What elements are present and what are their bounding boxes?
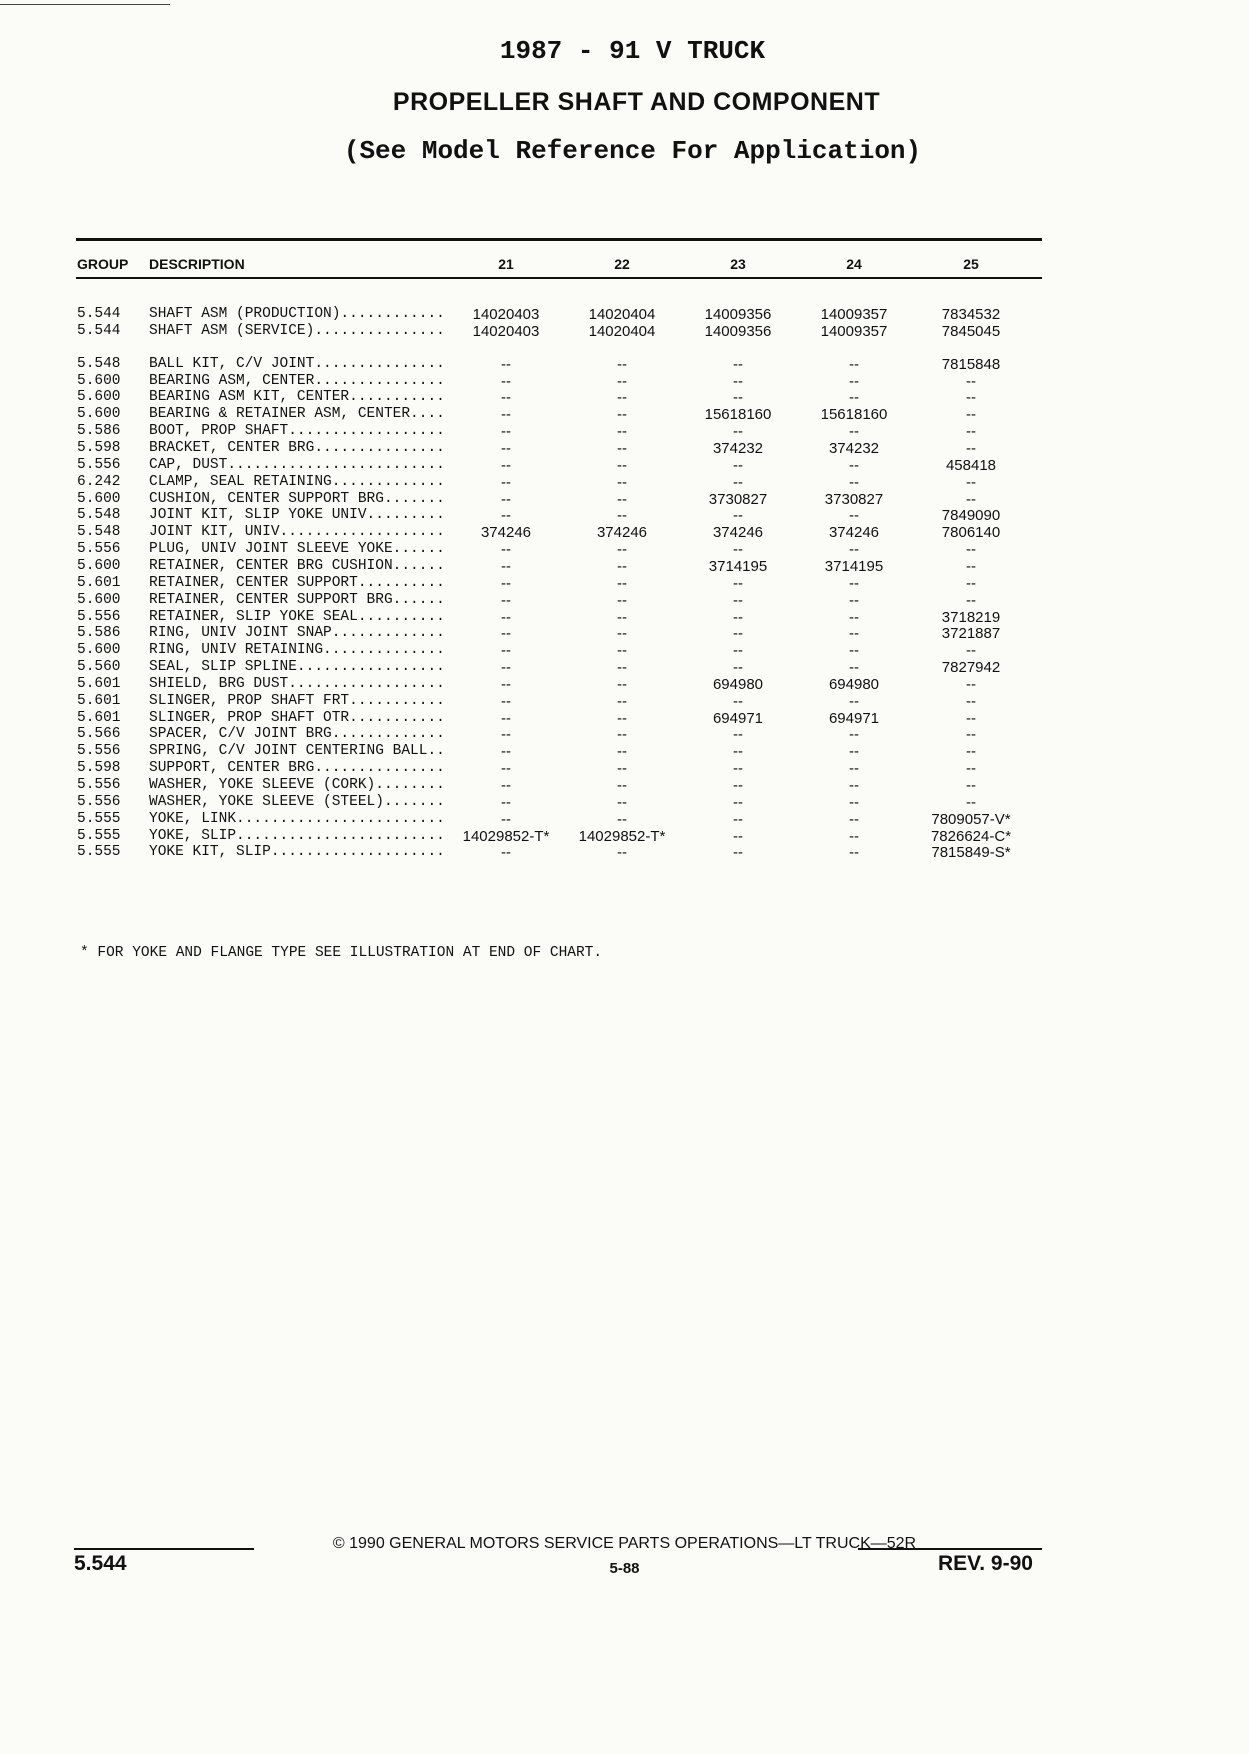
top-edge-rule: [0, 4, 170, 5]
cell-part-number: 3721887: [941, 625, 1001, 643]
table-row: [0, 676, 1249, 693]
table-row: [0, 743, 1249, 760]
cell-group: 5.555: [77, 844, 121, 861]
cell-group: 5.600: [77, 372, 121, 389]
table-row: [0, 625, 1249, 642]
cell-part-number: --: [966, 591, 976, 609]
cell-part-number: --: [617, 557, 627, 575]
cell-group: 5.548: [77, 524, 121, 541]
table-row: [0, 474, 1249, 491]
cell-part-number: --: [733, 507, 743, 525]
cell-description: RING, UNIV RETAINING..............: [149, 642, 445, 659]
cell-part-number: --: [849, 777, 859, 794]
cell-part-number: --: [733, 659, 743, 676]
cell-part-number: --: [966, 423, 976, 441]
cell-part-number: --: [849, 591, 859, 609]
cell-description: BALL KIT, C/V JOINT...............: [149, 355, 445, 372]
cell-part-number: --: [617, 372, 627, 390]
header-col-22: 22: [614, 256, 630, 272]
cell-part-number: 694971: [828, 709, 880, 727]
cell-part-number: --: [966, 726, 976, 744]
cell-description: YOKE KIT, SLIP....................: [149, 844, 445, 861]
cell-part-number: --: [733, 827, 743, 845]
cell-part-number: --: [966, 406, 976, 424]
cell-part-number: --: [501, 574, 511, 592]
cell-part-number: 15618160: [820, 406, 888, 424]
table-row: [0, 609, 1249, 626]
cell-part-number: --: [501, 659, 511, 676]
cell-part-number: 7849090: [941, 507, 1001, 525]
cell-part-number: --: [501, 591, 511, 609]
cell-part-number: 7806140: [941, 524, 1001, 542]
cell-description: CAP, DUST.........................: [149, 456, 445, 473]
cell-part-number: --: [501, 608, 511, 626]
cell-part-number: --: [733, 389, 743, 407]
cell-part-number: --: [501, 675, 511, 693]
cell-group: 5.600: [77, 557, 121, 574]
table-row: [0, 306, 1249, 323]
cell-part-number: --: [733, 574, 743, 592]
cell-description: BOOT, PROP SHAFT..................: [149, 423, 445, 440]
cell-group: 5.556: [77, 793, 121, 810]
cell-part-number: --: [617, 507, 627, 525]
cell-part-number: --: [849, 507, 859, 525]
cell-group: 5.601: [77, 692, 121, 709]
cell-description: SHAFT ASM (SERVICE)...............: [149, 322, 445, 339]
cell-part-number: --: [501, 709, 511, 727]
cell-part-number: --: [966, 574, 976, 592]
cell-group: 5.600: [77, 389, 121, 406]
cell-part-number: --: [501, 473, 511, 491]
cell-part-number: 3714195: [824, 557, 884, 575]
cell-part-number: --: [733, 692, 743, 710]
cell-description: SLINGER, PROP SHAFT OTR...........: [149, 709, 445, 726]
cell-part-number: --: [966, 541, 976, 558]
cell-group: 5.601: [77, 675, 121, 692]
cell-part-number: 14009356: [704, 306, 772, 323]
cell-part-number: --: [966, 440, 976, 457]
cell-description: SPACER, C/V JOINT BRG.............: [149, 726, 445, 743]
table-row: [0, 356, 1249, 373]
revision-label: REV. 9-90: [938, 1552, 1033, 1575]
cell-part-number: --: [849, 625, 859, 643]
cell-part-number: --: [501, 406, 511, 424]
cell-part-number: 694980: [712, 675, 764, 693]
page-number: 5-88: [609, 1560, 640, 1577]
cell-part-number: --: [849, 372, 859, 390]
table-row: [0, 373, 1249, 390]
cell-part-number: --: [617, 574, 627, 592]
cell-part-number: --: [501, 743, 511, 761]
cell-part-number: --: [501, 389, 511, 407]
cell-group: 5.544: [77, 322, 121, 339]
application-note: (See Model Reference For Application): [343, 136, 922, 166]
cell-part-number: 7815849-S*: [931, 844, 1011, 862]
cell-group: 5.556: [77, 608, 121, 625]
cell-part-number: --: [501, 844, 511, 862]
cell-description: RETAINER, CENTER SUPPORT..........: [149, 574, 445, 591]
cell-part-number: --: [617, 659, 627, 676]
cell-part-number: --: [733, 541, 743, 558]
cell-part-number: --: [617, 810, 627, 828]
table-header-rule: [76, 277, 1042, 279]
cell-part-number: --: [849, 743, 859, 761]
cell-part-number: --: [617, 844, 627, 862]
header-col-23: 23: [730, 256, 746, 272]
cell-group: 5.548: [77, 507, 121, 524]
cell-part-number: --: [733, 642, 743, 660]
table-row: [0, 760, 1249, 777]
cell-part-number: 14020403: [472, 322, 540, 340]
cell-group: 6.242: [77, 473, 121, 490]
cell-part-number: --: [501, 760, 511, 778]
cell-part-number: --: [966, 777, 976, 794]
cell-part-number: --: [501, 726, 511, 744]
table-row: [0, 726, 1249, 743]
cell-part-number: --: [617, 406, 627, 424]
cell-part-number: 14029852-T*: [462, 827, 550, 845]
cell-part-number: --: [501, 440, 511, 457]
cell-part-number: --: [733, 777, 743, 794]
cell-part-number: 374246: [480, 524, 532, 542]
cell-group: 5.600: [77, 642, 121, 659]
cell-part-number: --: [966, 793, 976, 811]
cell-description: SHIELD, BRG DUST..................: [149, 675, 445, 692]
cell-group: 5.556: [77, 456, 121, 473]
cell-description: YOKE, SLIP........................: [149, 827, 445, 844]
cell-part-number: --: [733, 793, 743, 811]
cell-group: 5.600: [77, 490, 121, 507]
cell-part-number: 7834532: [941, 306, 1001, 323]
cell-part-number: --: [849, 423, 859, 441]
cell-part-number: --: [501, 557, 511, 575]
cell-part-number: --: [966, 490, 976, 508]
cell-description: WASHER, YOKE SLEEVE (STEEL).......: [149, 793, 445, 810]
cell-part-number: --: [966, 709, 976, 727]
cell-group: 5.600: [77, 406, 121, 423]
cell-group: 5.598: [77, 760, 121, 777]
cell-description: RING, UNIV JOINT SNAP.............: [149, 625, 445, 642]
table-row: [0, 794, 1249, 811]
cell-part-number: --: [733, 625, 743, 643]
cell-part-number: 3718219: [941, 608, 1001, 626]
cell-part-number: 14029852-T*: [578, 827, 666, 845]
header-col-24: 24: [846, 256, 862, 272]
table-row: [0, 524, 1249, 541]
cell-group: 5.601: [77, 574, 121, 591]
cell-description: RETAINER, CENTER BRG CUSHION......: [149, 557, 445, 574]
cell-part-number: --: [733, 355, 743, 373]
cell-description: BEARING ASM, CENTER...............: [149, 372, 445, 389]
cell-description: WASHER, YOKE SLEEVE (CORK)........: [149, 777, 445, 793]
cell-part-number: 374232: [712, 440, 764, 457]
cell-part-number: 7815848: [941, 355, 1001, 373]
cell-part-number: 458418: [945, 456, 997, 474]
cell-part-number: --: [617, 389, 627, 407]
cell-part-number: --: [966, 557, 976, 575]
cell-part-number: --: [617, 608, 627, 626]
cell-part-number: 14009356: [704, 322, 772, 340]
table-row: [0, 844, 1249, 861]
cell-part-number: --: [733, 473, 743, 491]
cell-part-number: --: [849, 827, 859, 845]
cell-part-number: --: [617, 456, 627, 474]
table-top-rule: [76, 238, 1042, 241]
page-title: 1987 - 91 V TRUCK: [499, 36, 766, 66]
table-row: [0, 828, 1249, 845]
table-row: [0, 406, 1249, 423]
cell-part-number: 374246: [828, 524, 880, 542]
table-row: [0, 659, 1249, 676]
cell-part-number: --: [617, 793, 627, 811]
cell-description: SUPPORT, CENTER BRG...............: [149, 760, 445, 777]
table-row: [0, 592, 1249, 609]
cell-group: 5.556: [77, 743, 121, 760]
cell-part-number: --: [733, 608, 743, 626]
cell-part-number: --: [617, 777, 627, 794]
cell-part-number: --: [849, 473, 859, 491]
cell-part-number: 7826624-C*: [930, 827, 1012, 845]
cell-group: 5.544: [77, 306, 121, 322]
table-row: [0, 811, 1249, 828]
cell-group: 5.598: [77, 440, 121, 456]
cell-group: 5.586: [77, 423, 121, 440]
table-row: [0, 457, 1249, 474]
cell-description: PLUG, UNIV JOINT SLEEVE YOKE......: [149, 541, 445, 557]
cell-part-number: --: [849, 844, 859, 862]
cell-part-number: --: [617, 490, 627, 508]
cell-part-number: --: [849, 355, 859, 373]
cell-part-number: --: [617, 591, 627, 609]
cell-part-number: --: [617, 473, 627, 491]
cell-part-number: 14020404: [588, 322, 656, 340]
cell-description: JOINT KIT, SLIP YOKE UNIV.........: [149, 507, 445, 524]
cell-group: 5.566: [77, 726, 121, 743]
cell-description: SLINGER, PROP SHAFT FRT...........: [149, 692, 445, 709]
cell-part-number: --: [966, 642, 976, 660]
cell-part-number: --: [849, 659, 859, 676]
cell-part-number: --: [617, 709, 627, 727]
header-col-25: 25: [963, 256, 979, 272]
cell-group: 5.548: [77, 355, 121, 372]
cell-part-number: --: [849, 692, 859, 710]
table-row: [0, 777, 1249, 794]
cell-description: JOINT KIT, UNIV...................: [149, 524, 445, 541]
cell-part-number: 374232: [828, 440, 880, 457]
cell-description: RETAINER, SLIP YOKE SEAL..........: [149, 608, 445, 625]
group-reference: 5.544: [74, 1552, 127, 1575]
cell-part-number: --: [501, 777, 511, 794]
footnote: * FOR YOKE AND FLANGE TYPE SEE ILLUSTRATION AT END OF CHART.: [80, 945, 603, 961]
cell-part-number: --: [617, 355, 627, 373]
cell-part-number: --: [966, 743, 976, 761]
table-row: [0, 423, 1249, 440]
cell-group: 5.601: [77, 709, 121, 726]
cell-group: 5.586: [77, 625, 121, 642]
cell-part-number: --: [501, 372, 511, 390]
cell-part-number: 694980: [828, 675, 880, 693]
cell-group: 5.560: [77, 659, 121, 675]
cell-part-number: --: [849, 574, 859, 592]
cell-description: BEARING & RETAINER ASM, CENTER....: [149, 406, 445, 423]
table-row: [0, 323, 1249, 340]
cell-description: YOKE, LINK........................: [149, 810, 445, 827]
cell-part-number: --: [966, 675, 976, 693]
cell-part-number: --: [617, 760, 627, 778]
cell-group: 5.556: [77, 777, 121, 793]
cell-description: SPRING, C/V JOINT CENTERING BALL..: [149, 743, 445, 760]
cell-part-number: --: [849, 810, 859, 828]
cell-part-number: 14020404: [588, 306, 656, 323]
cell-part-number: 694971: [712, 709, 764, 727]
table-row: [0, 558, 1249, 575]
cell-part-number: --: [733, 591, 743, 609]
cell-part-number: --: [501, 507, 511, 525]
cell-part-number: --: [501, 490, 511, 508]
cell-part-number: 7845045: [941, 322, 1001, 340]
cell-part-number: --: [501, 625, 511, 643]
cell-part-number: --: [849, 793, 859, 811]
cell-description: CUSHION, CENTER SUPPORT BRG.......: [149, 490, 445, 507]
footer-copyright: © 1990 GENERAL MOTORS SERVICE PARTS OPERATIONS—LT TRUCK—52R: [332, 1535, 917, 1552]
cell-group: 5.555: [77, 810, 121, 827]
table-row: [0, 642, 1249, 659]
table-row: [0, 440, 1249, 457]
cell-part-number: --: [617, 743, 627, 761]
cell-part-number: --: [617, 692, 627, 710]
cell-group: 5.555: [77, 827, 121, 844]
cell-part-number: 3714195: [708, 557, 768, 575]
page-subtitle: PROPELLER SHAFT AND COMPONENT: [392, 88, 881, 116]
cell-part-number: --: [501, 642, 511, 660]
cell-part-number: 7809057-V*: [931, 810, 1011, 828]
table-row: [0, 541, 1249, 558]
cell-part-number: 7827942: [941, 659, 1001, 676]
table-row: [0, 389, 1249, 406]
cell-part-number: 14020403: [472, 306, 540, 323]
cell-part-number: --: [501, 423, 511, 441]
cell-part-number: 14009357: [820, 306, 888, 323]
cell-part-number: --: [501, 692, 511, 710]
cell-part-number: --: [966, 389, 976, 407]
cell-part-number: --: [849, 456, 859, 474]
cell-description: SEAL, SLIP SPLINE.................: [149, 659, 445, 675]
table-row: [0, 710, 1249, 727]
cell-part-number: 15618160: [704, 406, 772, 424]
cell-part-number: --: [617, 541, 627, 558]
cell-part-number: --: [501, 810, 511, 828]
cell-part-number: --: [617, 675, 627, 693]
cell-description: BEARING ASM KIT, CENTER...........: [149, 389, 445, 406]
cell-part-number: --: [733, 844, 743, 862]
cell-part-number: --: [849, 642, 859, 660]
cell-part-number: --: [733, 456, 743, 474]
cell-part-number: --: [733, 810, 743, 828]
cell-description: SHAFT ASM (PRODUCTION)............: [149, 306, 445, 322]
header-group: GROUP: [77, 256, 129, 272]
cell-part-number: --: [849, 608, 859, 626]
cell-part-number: 374246: [712, 524, 764, 542]
cell-part-number: --: [617, 440, 627, 457]
cell-description: CLAMP, SEAL RETAINING.............: [149, 473, 445, 490]
cell-part-number: --: [733, 423, 743, 441]
cell-part-number: --: [966, 692, 976, 710]
cell-part-number: --: [966, 473, 976, 491]
table-row: [0, 491, 1249, 508]
cell-part-number: --: [617, 642, 627, 660]
cell-part-number: --: [733, 743, 743, 761]
cell-part-number: --: [733, 372, 743, 390]
cell-group: 5.600: [77, 591, 121, 608]
header-col-21: 21: [498, 256, 514, 272]
cell-part-number: --: [733, 726, 743, 744]
cell-part-number: --: [966, 372, 976, 390]
table-row: [0, 693, 1249, 710]
cell-group: 5.556: [77, 541, 121, 557]
cell-part-number: --: [733, 760, 743, 778]
cell-part-number: --: [966, 760, 976, 778]
cell-part-number: 374246: [596, 524, 648, 542]
table-row: [0, 507, 1249, 524]
cell-part-number: --: [501, 355, 511, 373]
cell-part-number: --: [501, 541, 511, 558]
cell-description: RETAINER, CENTER SUPPORT BRG......: [149, 591, 445, 608]
cell-description: BRACKET, CENTER BRG...............: [149, 440, 445, 456]
cell-part-number: --: [617, 726, 627, 744]
header-description: DESCRIPTION: [149, 256, 245, 272]
cell-part-number: 14009357: [820, 322, 888, 340]
cell-part-number: --: [849, 389, 859, 407]
cell-part-number: --: [849, 760, 859, 778]
cell-part-number: --: [501, 456, 511, 474]
cell-part-number: 3730827: [708, 490, 768, 508]
cell-part-number: --: [849, 541, 859, 558]
cell-part-number: 3730827: [824, 490, 884, 508]
cell-part-number: --: [501, 793, 511, 811]
cell-part-number: --: [617, 423, 627, 441]
cell-part-number: --: [849, 726, 859, 744]
table-row: [0, 575, 1249, 592]
cell-part-number: --: [617, 625, 627, 643]
